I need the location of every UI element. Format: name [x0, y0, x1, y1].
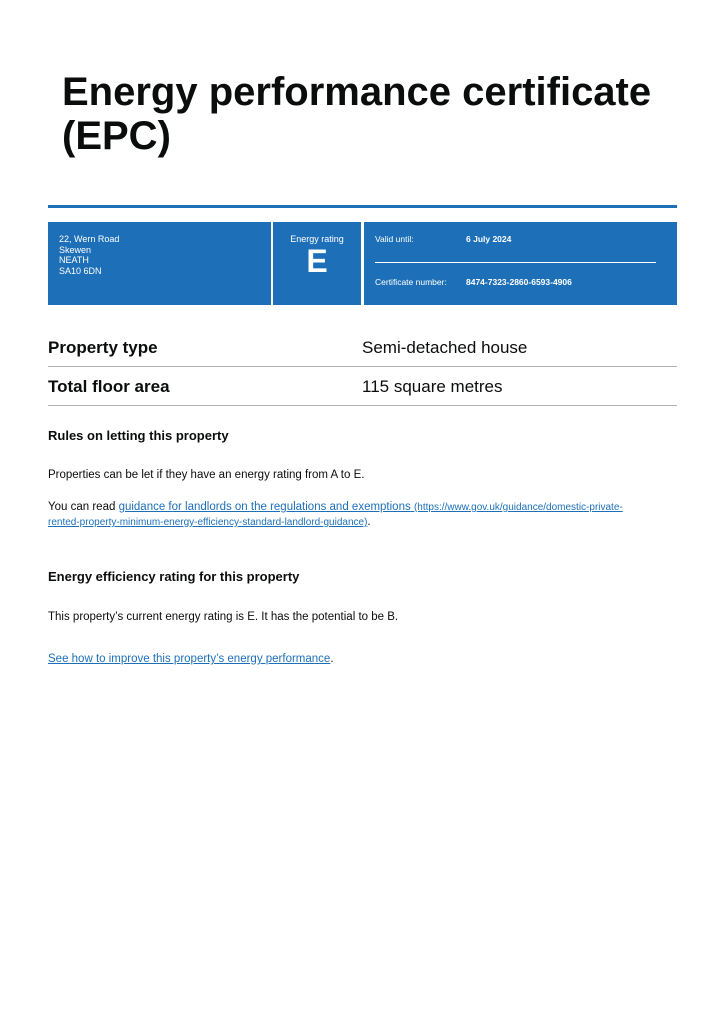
letting-rule-text: Properties can be let if they have an energy rating from A to E. — [48, 469, 365, 481]
validity-cell — [364, 222, 677, 305]
floor-area-label: Total floor area — [48, 377, 170, 396]
property-details — [48, 328, 677, 406]
letting-heading: Rules on letting this property — [48, 428, 229, 443]
landlord-guidance-url-cont: rented-property-minimum-energy-efficiency-standard-landlord-guidance) — [48, 517, 368, 528]
floor-area-row — [48, 367, 677, 406]
landlord-guidance-link[interactable] — [48, 501, 623, 528]
floor-area-value: 115 square metres — [362, 377, 503, 396]
validity-divider — [375, 262, 656, 263]
valid-until-value: 6 July 2024 — [466, 234, 512, 244]
letting-guidance-paragraph — [48, 500, 668, 530]
epc-summary-banner — [48, 222, 677, 305]
address-line: Skewen — [59, 244, 92, 255]
guidance-prefix: You can read — [48, 501, 119, 513]
landlord-guidance-url: (https://www.gov.uk/guidance/domestic-private- — [413, 502, 623, 513]
property-type-label: Property type — [48, 338, 158, 357]
address-cell — [48, 222, 271, 305]
landlord-guidance-link-text: guidance for landlords on the regulations and exemptions — [118, 501, 411, 513]
improve-paragraph — [48, 652, 668, 666]
property-address — [48, 222, 271, 276]
valid-until-label: Valid until: — [375, 234, 414, 244]
energy-rating-label: Energy rating — [290, 234, 344, 244]
certificate-number-value: 8474-7323-2860-6593-4906 — [466, 277, 572, 287]
address-line: 22, Wern Road — [59, 234, 120, 244]
efficiency-heading: Energy efficiency rating for this property — [48, 569, 300, 584]
guidance-suffix: . — [367, 516, 371, 528]
energy-rating-cell — [273, 222, 361, 305]
page-title: Energy performance certificate (EPC) — [62, 70, 652, 158]
improve-performance-link[interactable]: See how to improve this property’s energy performance — [48, 653, 331, 665]
efficiency-text: This property’s current energy rating is E. It has the potential to be B. — [48, 611, 399, 623]
improve-suffix: . — [330, 653, 334, 665]
energy-rating-letter: E — [306, 243, 328, 279]
address-line: SA10 6DN — [59, 265, 102, 276]
address-line: NEATH — [59, 255, 89, 265]
title-divider — [48, 205, 677, 208]
property-type-row — [48, 328, 677, 367]
property-type-value: Semi-detached house — [362, 338, 528, 357]
certificate-number-label: Certificate number: — [375, 277, 447, 287]
